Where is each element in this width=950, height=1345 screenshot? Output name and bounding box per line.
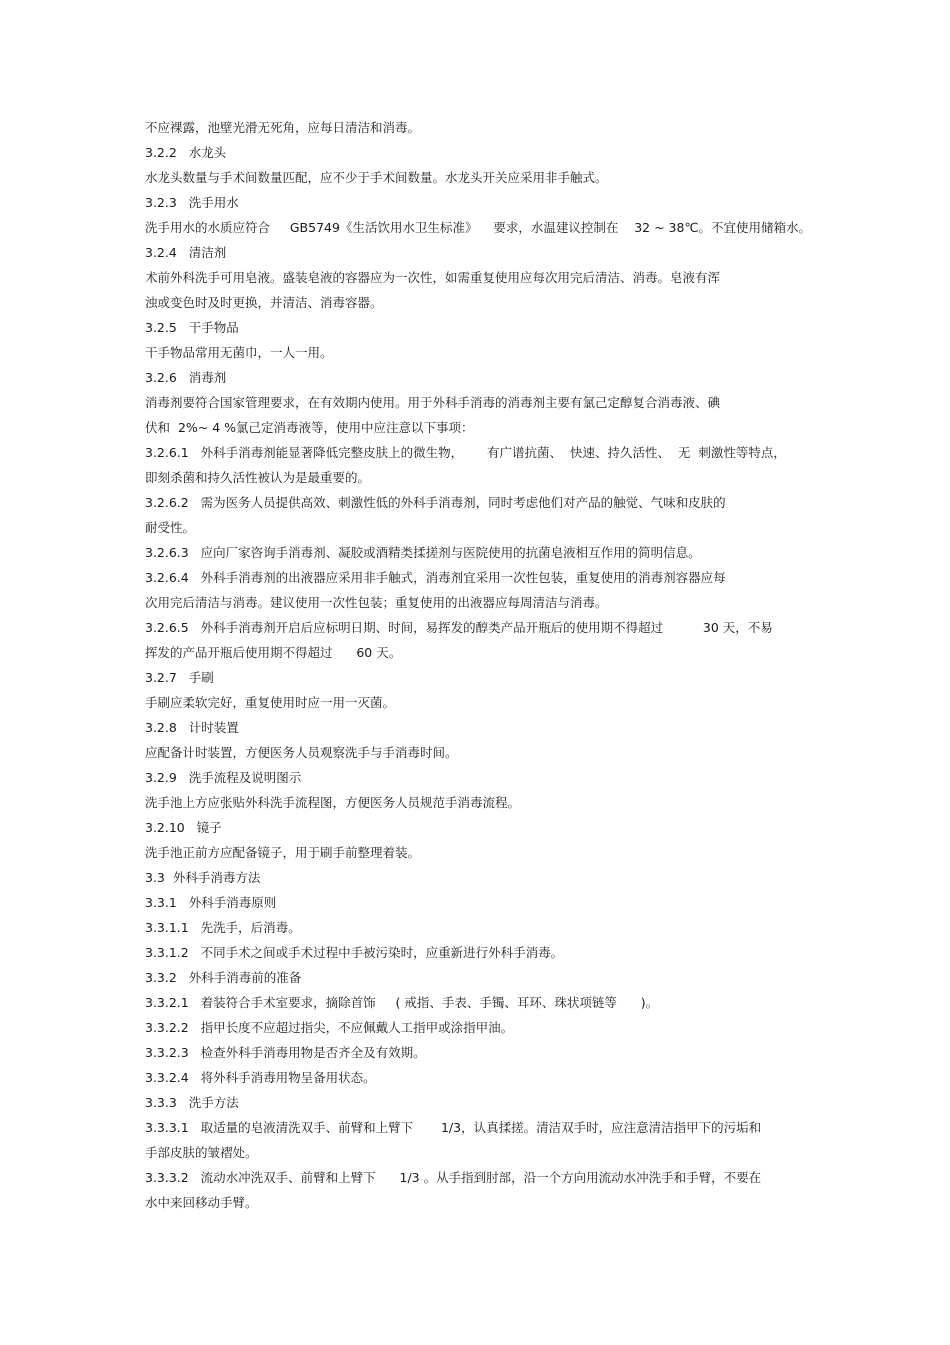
text-line: 3.2.6.2 需为医务人员提供高效、刺激性低的外科手消毒剂，同时考虑他们对产品的触觉、气味和皮肤的	[145, 495, 726, 510]
text-line: 3.3.2.3 检查外科手消毒用物是否齐全及有效期。	[145, 1045, 426, 1060]
section-heading: 3.2.8 计时装置	[145, 720, 239, 735]
text-line: 3.3.3.2 流动水冲洗双手、前臂和上臂下 1/3 。从手指到肘部，沿一个方向用流动水冲洗手和手臂，不要在	[145, 1170, 762, 1185]
text-line: 3.2.6.5 外科手消毒剂开启后应标明日期、时间，易挥发的醇类产品开瓶后的使用期不得超过 30 天，不易	[145, 620, 773, 635]
text-line: 洗手池上方应张贴外科洗手流程图，方便医务人员规范手消毒流程。	[145, 795, 521, 810]
text-line: 洗手用水的水质应符合 GB5749《生活饮用水卫生标准》 要求，水温建议控制在 32 ~ 38℃。不宜使用储箱水。	[145, 220, 811, 235]
section-heading: 3.3.3 洗手方法	[145, 1095, 239, 1110]
text-line: 干手物品常用无菌巾，一人一用。	[145, 345, 333, 360]
text-line: 浊或变色时及时更换，并清洁、消毒容器。	[145, 295, 383, 310]
section-heading: 3.3 外科手消毒方法	[145, 870, 261, 885]
text-line: 即刻杀菌和持久活性被认为是最重要的。	[145, 470, 371, 485]
text-line: 3.2.6.4 外科手消毒剂的出液器应采用非手触式，消毒剂宜采用一次性包装，重复使用的消毒剂容器应每	[145, 570, 726, 585]
text-line: 3.3.3.1 取适量的皂液清洗双手、前臂和上臂下 1/3，认真揉搓。清洁双手时，应注意清洁指甲下的污垢和	[145, 1120, 762, 1135]
text-line: 次用完后清洁与消毒。建议使用一次性包装；重复使用的出液器应每周清洁与消毒。	[145, 595, 608, 610]
section-heading: 3.2.6 消毒剂	[145, 370, 227, 385]
section-heading: 3.2.5 干手物品	[145, 320, 239, 335]
text-line: 3.3.2.1 着装符合手术室要求，摘除首饰 ( 戒指、手表、手镯、耳环、珠状项链等 )。	[145, 995, 659, 1010]
section-heading: 3.2.10 镜子	[145, 820, 222, 835]
text-line: 挥发的产品开瓶后使用期不得超过 60 天。	[145, 645, 402, 660]
text-line: 消毒剂要符合国家管理要求，在有效期内使用。用于外科手消毒的消毒剂主要有氯己定醇复合消毒液、碘	[145, 395, 721, 410]
text-line: 伏和 2%~ 4 %氯己定消毒液等，使用中应注意以下事项：	[145, 420, 474, 435]
text-line: 术前外科洗手可用皂液。盛装皂液的容器应为一次性，如需重复使用应每次用完后清洁、消毒。皂液有浑	[145, 270, 721, 285]
section-heading: 3.3.1 外科手消毒原则	[145, 895, 277, 910]
text-line: 3.3.1.2 不同手术之间或手术过程中手被污染时，应重新进行外科手消毒。	[145, 945, 564, 960]
text-line: 手刷应柔软完好，重复使用时应一用一灭菌。	[145, 695, 396, 710]
section-heading: 3.2.9 洗手流程及说明图示	[145, 770, 302, 785]
text-line: 3.2.6.1 外科手消毒剂能显著降低完整皮肤上的微生物， 有广谱抗菌、 快速、持久活性、 无 刺激性等特点，	[145, 445, 786, 460]
text-line: 应配备计时装置，方便医务人员观察洗手与手消毒时间。	[145, 745, 458, 760]
text-line: 不应裸露，池壁光滑无死角，应每日清洁和消毒。	[145, 120, 421, 135]
text-line: 耐受性。	[145, 520, 196, 535]
text-line: 洗手池正前方应配备镜子，用于刷手前整理着装。	[145, 845, 421, 860]
text-line: 水龙头数量与手术间数量匹配，应不少于手术间数量。水龙头开关应采用非手触式。	[145, 170, 608, 185]
text-line: 3.3.2.4 将外科手消毒用物呈备用状态。	[145, 1070, 376, 1085]
section-heading: 3.3.2 外科手消毒前的准备	[145, 970, 302, 985]
text-line: 水中来回移动手臂。	[145, 1195, 258, 1210]
text-line: 3.3.2.2 指甲长度不应超过指尖，不应佩戴人工指甲或涂指甲油。	[145, 1020, 514, 1035]
section-heading: 3.2.7 手刷	[145, 670, 214, 685]
text-line: 3.2.6.3 应向厂家咨询手消毒剂、凝胶或酒精类揉搓剂与医院使用的抗菌皂液相互作用的简明信息。	[145, 545, 701, 560]
section-heading: 3.2.2 水龙头	[145, 145, 227, 160]
text-line: 手部皮肤的皱褶处。	[145, 1145, 258, 1160]
text-line: 3.3.1.1 先洗手，后消毒。	[145, 920, 301, 935]
section-heading: 3.2.3 洗手用水	[145, 195, 239, 210]
section-heading: 3.2.4 清洁剂	[145, 245, 227, 260]
